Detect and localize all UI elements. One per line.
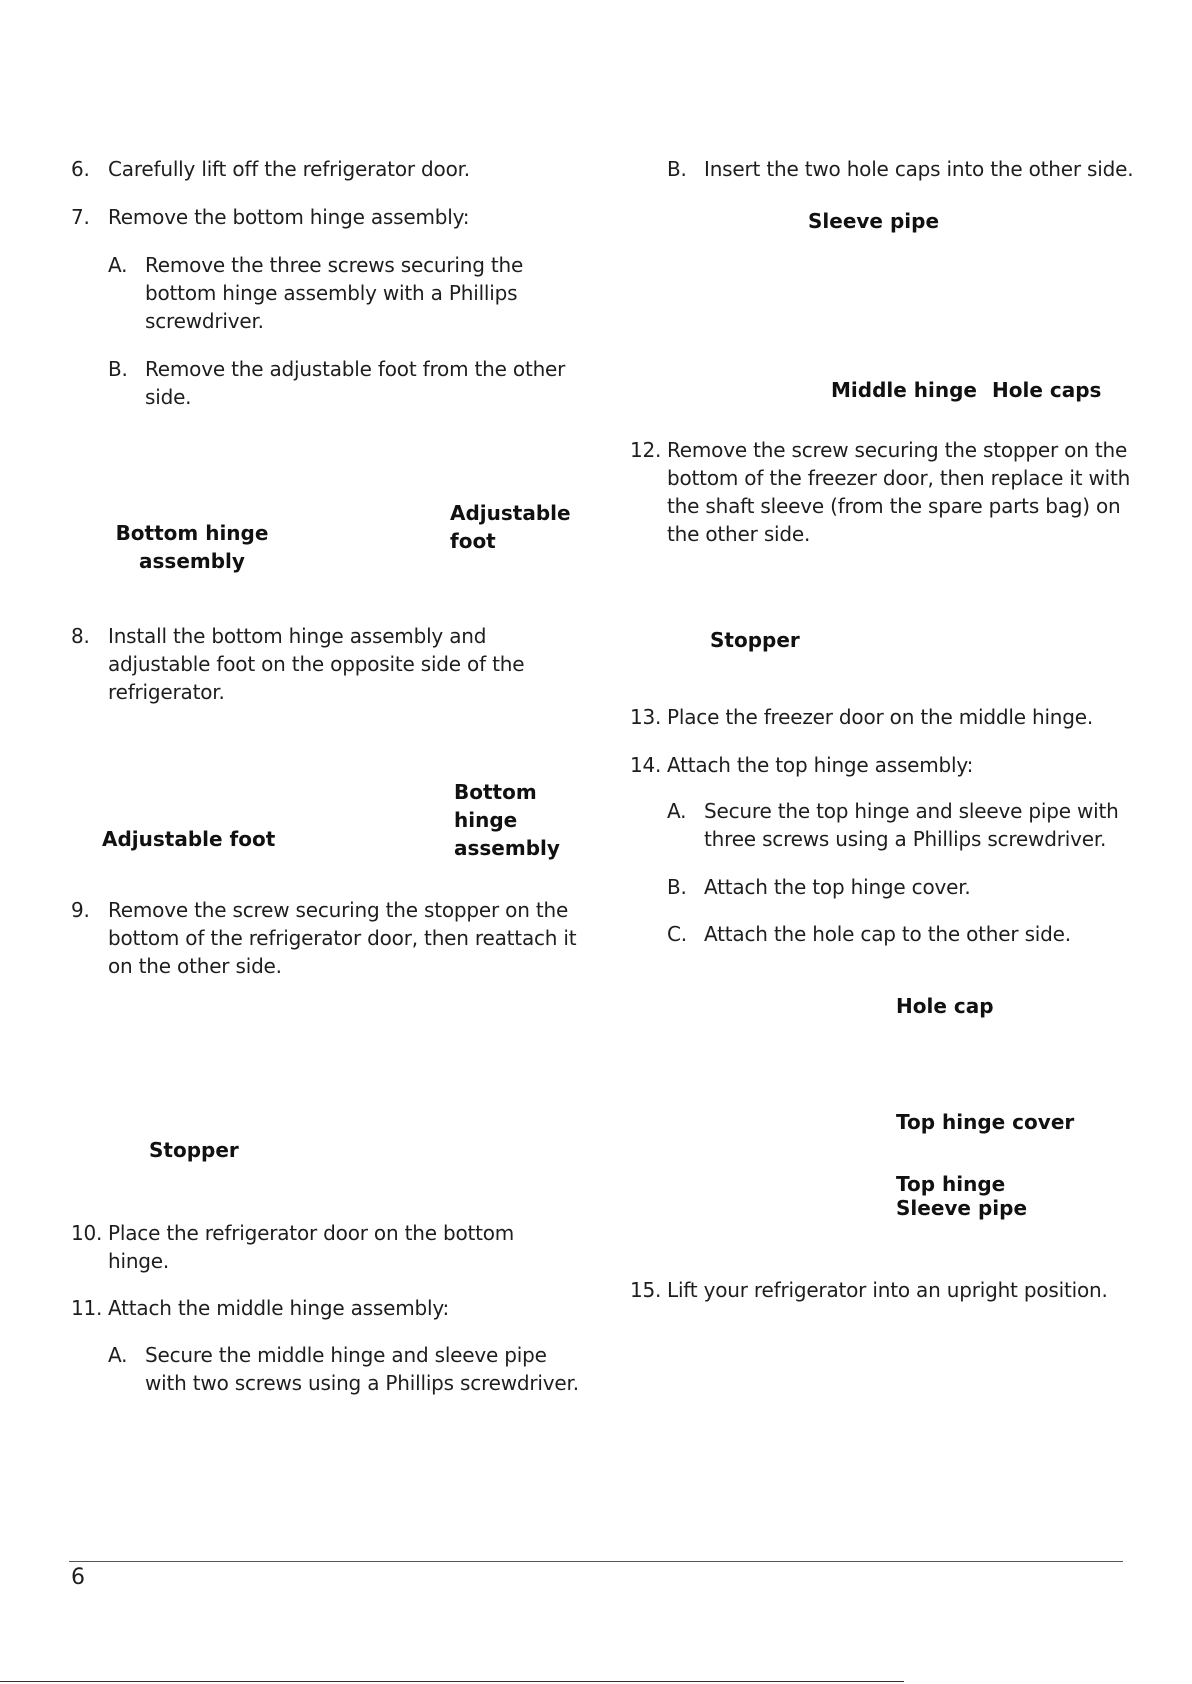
figure-freezer-stopper [640, 600, 1140, 680]
step-number: 9. [71, 898, 90, 922]
label-adjustable-foot: Adjustable foot [450, 501, 571, 553]
step-line: the shaft sleeve (from the spare parts bag) on [667, 494, 1121, 518]
step-line: refrigerator. [108, 680, 225, 704]
step-text: Carefully lift off the refrigerator door. [108, 157, 470, 181]
step-line: Place the refrigerator door on the bottom [108, 1221, 515, 1245]
step-line: Remove the screw securing the stopper on the [667, 438, 1128, 462]
bottom-edge-line [0, 1681, 904, 1682]
substep-line: bottom hinge assembly with a Phillips [145, 281, 518, 305]
step-number: 13. [630, 705, 662, 729]
substep-line: with two screws using a Phillips screwdriver. [145, 1371, 579, 1395]
label-sleeve-pipe: Sleeve pipe [896, 1196, 1028, 1220]
substep-letter: B. [667, 875, 687, 899]
figure-top-hinge [640, 980, 1140, 1230]
step-line: Install the bottom hinge assembly and [108, 624, 487, 648]
step-number: 12. [630, 438, 662, 462]
substep-line: screwdriver. [145, 309, 264, 333]
label-stopper: Stopper [710, 628, 800, 652]
substep-letter: B. [108, 357, 128, 381]
substep-letter: A. [667, 799, 687, 823]
label-hole-caps: Hole caps [992, 378, 1102, 402]
substep-text: Attach the top hinge cover. [704, 875, 971, 899]
step-line: bottom of the freezer door, then replace it with [667, 466, 1131, 490]
figure-bottom-hinge-removal [100, 490, 570, 590]
substep-letter: A. [108, 1343, 128, 1367]
substep-letter: B. [667, 157, 687, 181]
substep-text: Insert the two hole caps into the other side. [704, 157, 1134, 181]
substep-letter: C. [667, 922, 687, 946]
label-top-hinge: Top hinge [896, 1172, 1006, 1196]
figure-refrigerator-stopper [100, 1000, 570, 1180]
substep-line: Secure the middle hinge and sleeve pipe [145, 1343, 547, 1367]
step-text: Attach the top hinge assembly: [667, 753, 974, 777]
substep-line: three screws using a Phillips screwdriver. [704, 827, 1107, 851]
step-number: 15. [630, 1278, 662, 1302]
step-line: on the other side. [108, 954, 282, 978]
substep-text: Attach the hole cap to the other side. [704, 922, 1071, 946]
label-middle-hinge: Middle hinge [831, 378, 977, 402]
step-line: adjustable foot on the opposite side of the [108, 652, 525, 676]
substep-letter: A. [108, 253, 128, 277]
step-text: Remove the bottom hinge assembly: [108, 205, 470, 229]
step-text: Attach the middle hinge assembly: [108, 1296, 450, 1320]
figure-bottom-hinge-install [100, 778, 570, 878]
step-text: Place the freezer door on the middle hinge. [667, 705, 1094, 729]
step-line: bottom of the refrigerator door, then reattach it [108, 926, 577, 950]
figure-middle-hinge [640, 200, 1140, 410]
step-number: 14. [630, 753, 662, 777]
label-hole-cap: Hole cap [896, 994, 994, 1018]
substep-line: Secure the top hinge and sleeve pipe with [704, 799, 1119, 823]
step-line: Remove the screw securing the stopper on the [108, 898, 569, 922]
label-sleeve-pipe: Sleeve pipe [808, 209, 940, 233]
label-bottom-hinge-assembly: Bottom hinge assembly [115, 521, 269, 573]
page-number: 6 [71, 1565, 85, 1590]
label-adjustable-foot: Adjustable foot [102, 827, 276, 851]
step-number: 6. [71, 157, 90, 181]
step-line: the other side. [667, 522, 811, 546]
label-bottom-hinge-assembly: Bottom hinge assembly [454, 780, 560, 860]
label-stopper: Stopper [149, 1138, 239, 1162]
footer-divider [69, 1561, 1123, 1562]
substep-line: Remove the adjustable foot from the other [145, 357, 566, 381]
step-line: hinge. [108, 1249, 170, 1273]
step-text: Lift your refrigerator into an upright position. [667, 1278, 1108, 1302]
step-number: 11. [71, 1296, 103, 1320]
step-number: 10. [71, 1221, 103, 1245]
step-number: 7. [71, 205, 90, 229]
substep-line: Remove the three screws securing the [145, 253, 524, 277]
step-number: 8. [71, 624, 90, 648]
label-top-hinge-cover: Top hinge cover [896, 1110, 1075, 1134]
substep-line: side. [145, 385, 192, 409]
